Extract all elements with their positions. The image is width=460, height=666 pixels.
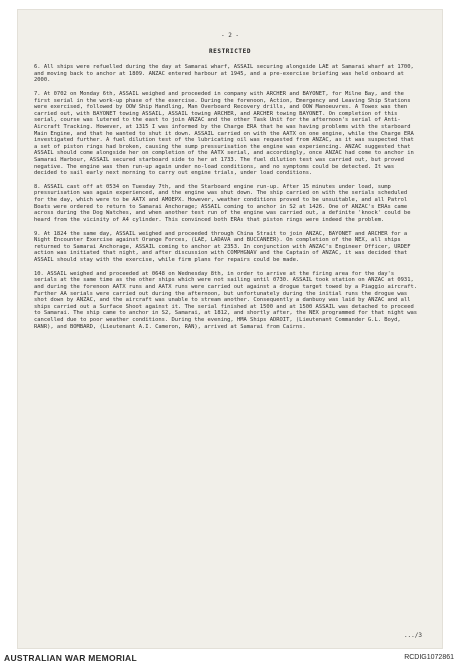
paragraph-8: 8. ASSAIL cast off at 0534 on Tuesday 7th, and the Starboard engine run-up. After 15 minutes under load, sump pressurisation was again experienced, and the engine was shut down. The ship carried on with the serials scheduled for the day, which were to be AATX and AMOEPX. However, weather conditions proved to be unsuitable, and all Patrol Boats were ordered to return to Samarai Anchorage; ASSAIL coming to anchor in S2 at 1426. One of ANZAC's ERAs came across during the Dog Watches, and when another test run of the engine was carried out, a definite 'knock' could be heard from the vicinity of A4 cylinder. This convinced both ERAs that piston rings were indeed the problem. (34, 183, 411, 223)
document-body (34, 64, 420, 337)
page-number: - 2 - (220, 32, 240, 39)
archive-source: AUSTRALIAN WAR MEMORIAL (4, 653, 137, 663)
paragraph-10: 10. ASSAIL weighed and proceeded at 0648 on Wednesday 8th, in order to arrive at the firing area for the day's serials at the same time as the other ships which were not sailing until 0730. ASSAIL took station on ANZAC at 0931, and during the forenoon AATX runs and AATX runs were carried out against a drogue target towed by a Piaggio aircraft. Further AA serials were carried out during the afternoon, but unfortunately during the initial runs the drogue was shot down by ANZAC, and the aircraft was unable to stream another. Consequently a danbuoy was laid by ANZAC and all ships carried out a Surface Shoot against it. The serial finished at 1500 and at 1500 ASSAIL was detached to proceed to Samarai. The ship came to anchor in S2, Samarai, at 1812, and shortly after, the NEX programmed for that night was cancelled due to poor weather conditions. During the evening, HMA Ships ADROIT, (Lieutenant Commander G.L. Boyd, RANR), and BOMBARD, (Lieutenant A.I. Cameron, RAN), arrived at Samarai from Cairns. (34, 270, 418, 330)
classification-heading: RESTRICTED (208, 48, 252, 55)
paragraph-9: 9. At 1824 the same day, ASSAIL weighed and proceeded through China Strait to join ANZAC, BAYONET and ARCHER for a Night Encounter Exercise against Orange Forces, (LAE, LADAVA and BUCCANEER). On completion of the NEX, all ships returned to Samarai Anchorage, ASSAIL coming to anchor at 2353. In conjunction with ANZAC's Engineer Officer, URDEF action was initiated that night, and after discussion with COMPHGNAV and the Captain of ANZAC, it was decided that ASSAIL should stay with the exercise, while firm plans for repairs could be made. (34, 230, 411, 263)
paragraph-7: 7. At 0702 on Monday 6th, ASSAIL weighed and proceeded in company with ARCHER and BAYONET, for Milne Bay, and the first serial in the work-up phase of the exercise. During the forenoon, Action, Emergency and Leaving Ship Stations were exercised, followed by OOW Ship Handling, Man Overboard Recovery drills, and OOW Manoeuvres. A Towex was then carried out, with BAYONET towing ASSAIL, ASSAIL towing ARCHER, and ARCHER towing BAYONET. On completion of this serial, course was lutered to the east to join ANZAC and the other Task Unit for the afternoon's serial of Anti-Aircraft Tracking. However, at 1315 I was informed by the Charge ERA that he was having problems with the starboard Main Engine, and that he wanted to shut it down. ASSAIL carried on with the AATX on one engine, while the Charge ERA investigated further. A fuel dilution test of the lubricating oil was requested from ANZAC, as it was suspected that a set of piston rings had broken, causing the sump pressurisation the engine was experiencing. ANZAC suggested that ASSAIL should come alongside her on completion of the AATX serial, and accordingly, once ANZAC had come to anchor in Samarai Harbour, ASSAIL secured starboard side to her at 1733. The fuel dilution test was carried out, but proved negative. The engine was then run-up again under no-load conditions, and no symptoms could be detected. It was decided to sail early next morning to carry out engine trials, under load conditions. (34, 90, 414, 177)
continuation-marker: .../3 (403, 632, 422, 639)
paragraph-6: 6. All ships were refuelled during the day at Samarai wharf, ASSAIL securing alongside LAE at Samarai wharf at 1700, and moving back to anchor at 1809. ANZAC entered harbour at 1945, and a pre-exercise briefing was held onboard at 2000. (34, 64, 414, 84)
archive-footer (0, 651, 460, 666)
archive-reference: RCDIG1072861 (404, 654, 454, 661)
